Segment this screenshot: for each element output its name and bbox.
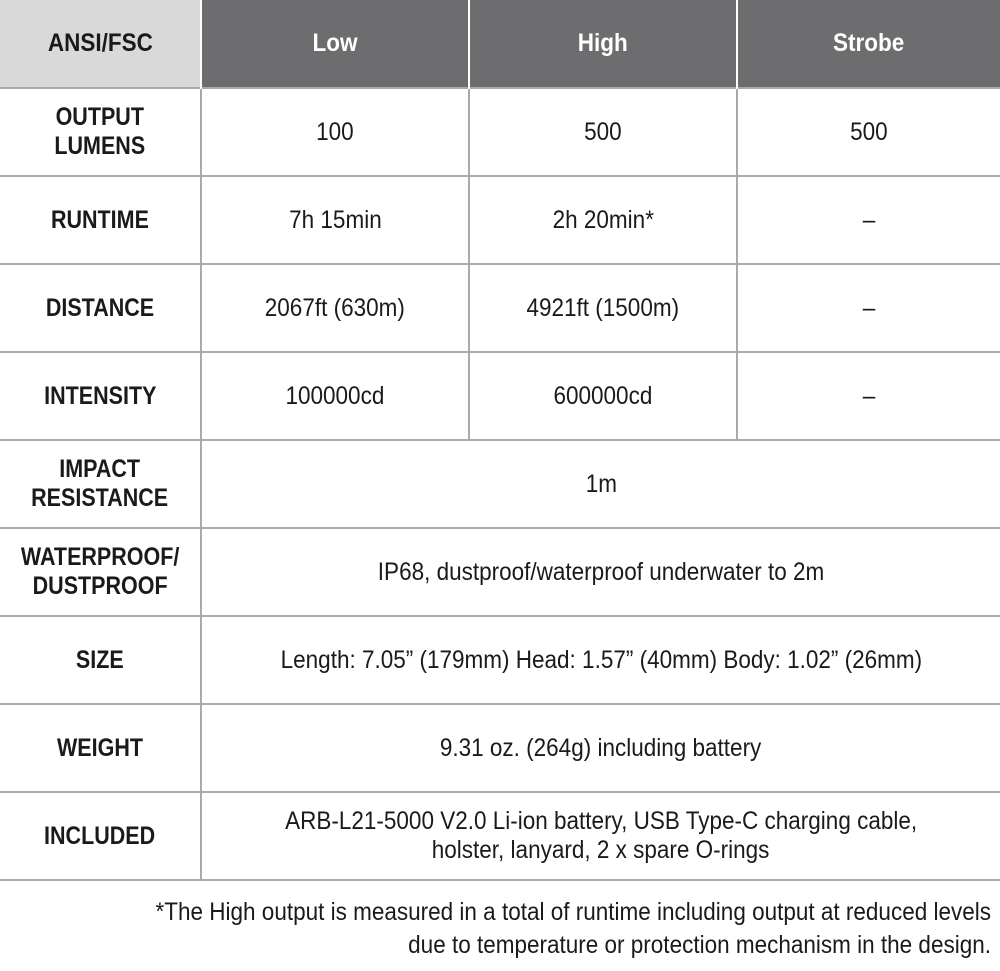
column-header-high: High [469, 0, 737, 88]
row-label: IMPACT RESISTANCE [0, 440, 201, 528]
table-row-distance [0, 264, 1000, 352]
table-cell: 500 [737, 88, 1000, 176]
table-row-waterproof [0, 528, 1000, 616]
corner-header: ANSI/FSC [0, 0, 201, 88]
table-row-impact-resistance [0, 440, 1000, 528]
column-header-low: Low [201, 0, 469, 88]
table-row-runtime [0, 176, 1000, 264]
column-header-strobe: Strobe [737, 0, 1000, 88]
table-cell: 2h 20min* [469, 176, 737, 264]
table-cell: 2067ft (630m) [201, 264, 469, 352]
footnote-line: *The High output is measured in a total of runtime including output at reduced levels [155, 898, 991, 926]
row-label: WATERPROOF/ DUSTPROOF [0, 528, 201, 616]
table-cell: 600000cd [469, 352, 737, 440]
table-row-weight [0, 704, 1000, 792]
table-cell-span: Length: 7.05” (179mm) Head: 1.57” (40mm) Body: 1.02” (26mm) [201, 616, 1000, 704]
table-cell: 500 [469, 88, 737, 176]
row-label: OUTPUT LUMENS [0, 88, 201, 176]
row-label: WEIGHT [0, 704, 201, 792]
row-label: RUNTIME [0, 176, 201, 264]
table-cell-span: 9.31 oz. (264g) including battery [201, 704, 1000, 792]
table-row-size [0, 616, 1000, 704]
row-label: DISTANCE [0, 264, 201, 352]
table-cell-span: IP68, dustproof/waterproof underwater to 2m [201, 528, 1000, 616]
table-cell: 7h 15min [201, 176, 469, 264]
table-cell-span: ARB-L21-5000 V2.0 Li-ion battery, USB Type-C charging cable, holster, lanyard, 2 x spare O-rings [201, 792, 1000, 880]
row-label: INCLUDED [0, 792, 201, 880]
table-row-output-lumens [0, 88, 1000, 176]
table-cell: 4921ft (1500m) [469, 264, 737, 352]
table-cell: – [737, 176, 1000, 264]
table-cell-span: 1m [201, 440, 1000, 528]
table-cell: – [737, 352, 1000, 440]
table-cell: 100 [201, 88, 469, 176]
row-label: SIZE [0, 616, 201, 704]
footnote-line: due to temperature or protection mechanism in the design. [408, 931, 991, 959]
table-row-included [0, 792, 1000, 880]
footnote [31, 896, 991, 962]
table-cell: – [737, 264, 1000, 352]
table-row-intensity [0, 352, 1000, 440]
table-cell: 100000cd [201, 352, 469, 440]
row-label: INTENSITY [0, 352, 201, 440]
header-row [0, 0, 1000, 88]
